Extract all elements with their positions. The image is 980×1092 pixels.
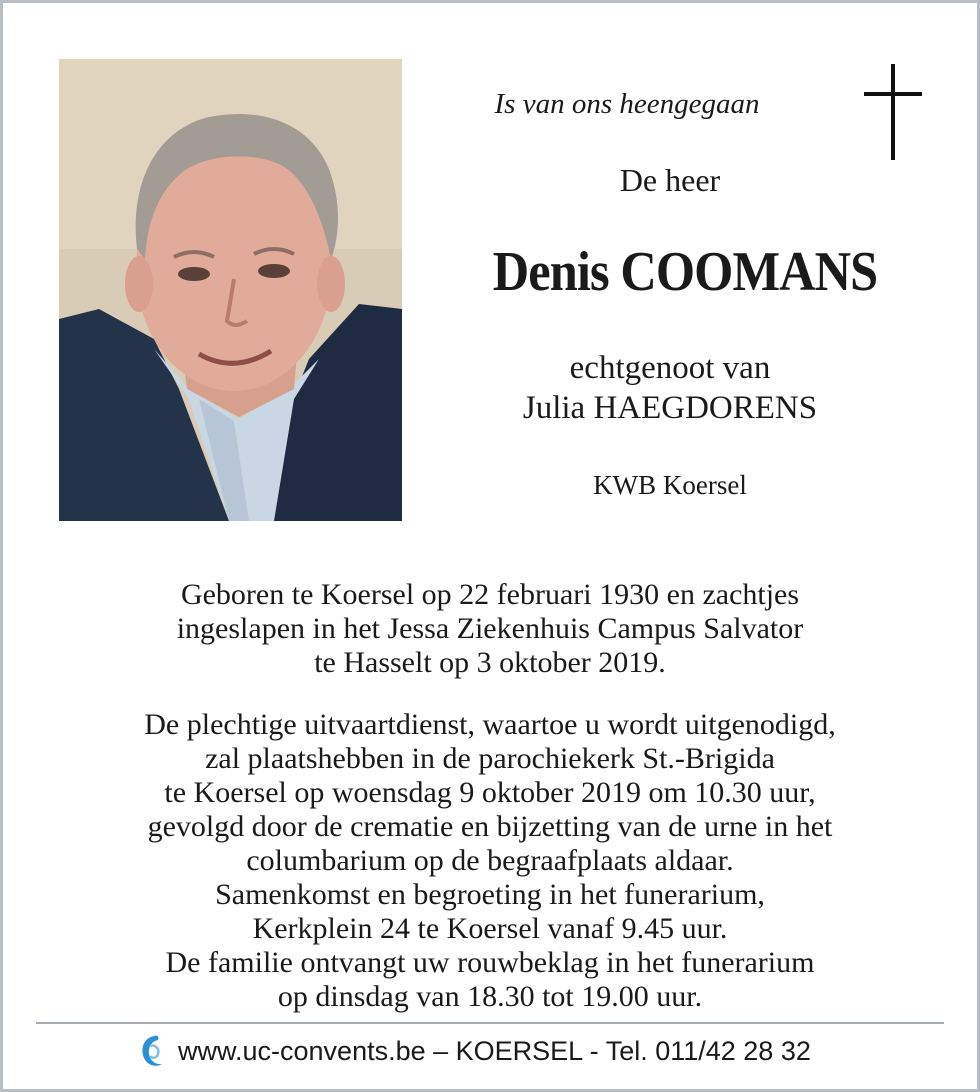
organization: KWB Koersel (593, 470, 747, 500)
service-line: zal plaatshebben in de parochiekerk St.-Brigida (205, 742, 775, 775)
footer-contact: www.uc-convents.be – KOERSEL - Tel. 011/42 28 32 (178, 1035, 811, 1066)
service-line: op dinsdag van 18.30 tot 19.00 uur. (277, 980, 703, 1013)
service-line: De familie ontvangt uw rouwbeklag in het funerarium (165, 946, 815, 979)
birth-line: te Hasselt op 3 oktober 2019. (314, 646, 666, 679)
service-paragraph (40, 708, 940, 1014)
portrait-photo (59, 59, 402, 521)
service-line: Samenkomst en begroeting in het funerarium, (215, 878, 765, 911)
funeral-home-logo-icon (136, 1032, 166, 1070)
service-line: Kerkplein 24 te Koersel vanaf 9.45 uur. (252, 912, 728, 945)
deceased-name: Denis COOMANS (492, 241, 878, 303)
footer (136, 1030, 896, 1072)
service-line: gevolgd door de crematie en bijzetting van de urne in het (147, 810, 833, 843)
honorific: De heer (619, 162, 721, 198)
spouse-label: echtgenoot van (569, 350, 771, 386)
birth-paragraph (40, 578, 940, 680)
footer-divider (36, 1022, 944, 1024)
service-line: columbarium op de begraafplaats aldaar. (246, 844, 734, 877)
birth-line: ingeslapen in het Jessa Ziekenhuis Campus Salvator (176, 612, 804, 645)
spouse-name: Julia HAEGDORENS (522, 390, 818, 426)
service-line: te Koersel op woensdag 9 oktober 2019 om 10.30 uur, (164, 776, 816, 809)
birth-line: Geboren te Koersel op 22 februari 1930 en zachtjes (180, 578, 800, 611)
cross-icon (864, 64, 922, 160)
service-line: De plechtige uitvaartdienst, waartoe u wordt uitgenodigd, (144, 708, 836, 741)
intro-text: Is van ons heengegaan (494, 88, 760, 120)
